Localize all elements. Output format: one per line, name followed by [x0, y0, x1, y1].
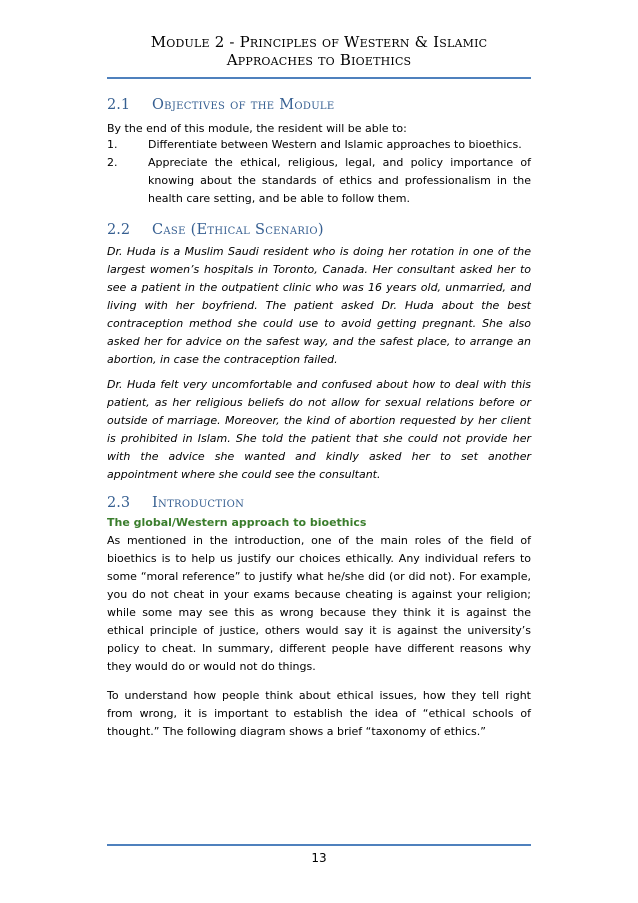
- section-heading-objectives: [107, 97, 334, 113]
- header-rule: [107, 77, 531, 79]
- list-item-number: 1.: [107, 138, 118, 151]
- section-number: 2.1: [107, 97, 131, 113]
- section-title: Introduction: [152, 495, 245, 511]
- page-number: 13: [311, 851, 327, 865]
- section-title: Objectives of the Module: [152, 97, 335, 113]
- section-heading-case: [107, 222, 324, 238]
- header-line-2: Approaches to Bioethics: [226, 51, 412, 69]
- intro-paragraph-2: To understand how people think about ethical issues, how they tell right from wrong, it is important to establish the idea of “ethical schools of thought.” The following diagram shows a brief “taxonomy of ethics.”: [107, 689, 531, 738]
- section-title: Case (Ethical Scenario): [152, 222, 324, 238]
- section-number: 2.2: [107, 222, 131, 238]
- list-item: [107, 154, 531, 208]
- subheading: The global/Western approach to bioethics: [107, 516, 367, 529]
- list-item-number: 2.: [107, 156, 118, 169]
- section-number: 2.3: [107, 495, 131, 511]
- list-item-text: Appreciate the ethical, religious, legal, and policy importance of knowing about the standards of ethics and professionalism in the health care setting, and be able to follow them.: [148, 156, 531, 205]
- list-item: [107, 136, 531, 154]
- footer-rule: [107, 844, 531, 846]
- case-paragraph-2: Dr. Huda felt very uncomfortable and confused about how to deal with this patient, as her religious beliefs do not allow for sexual relations before or outside of marriage. Moreover, the kind of abortion requested by her client is prohibited in Islam. She told the patient that she could not provide her with the advice she wanted and kindly asked her to set another appointment where she could see the consultant.: [107, 378, 531, 481]
- case-paragraph-1: Dr. Huda is a Muslim Saudi resident who is doing her rotation in one of the largest women’s hospitals in Toronto, Canada. Her consultant asked her to see a patient in the outpatient clinic who was 16 years old, unmarried, and living with her boyfriend. The patient asked Dr. Huda about the best contraception method she could use to avoid getting pregnant. She also asked her for advice on the safest way, and the safest place, to arrange an abortion, in case the contraception failed.: [107, 245, 531, 366]
- section-heading-introduction: [107, 495, 244, 511]
- list-item-text: Differentiate between Western and Islamic approaches to bioethics.: [148, 138, 522, 151]
- intro-paragraph-1: As mentioned in the introduction, one of the main roles of the field of bioethics is to help us justify our choices ethically. Any individual refers to some “moral reference” to justify what he/she did (or did not). For example, you do not cheat in your exams because cheating is against your religion; while some may see this as wrong because they think it is against the ethical principle of justice, others would say it is against the university’s policy to cheat. In summary, different people have different reasons why they would do or would not do things.: [107, 534, 531, 673]
- objectives-intro: By the end of this module, the resident will be able to:: [107, 122, 407, 135]
- header-line-1: Module 2 - Principles of Western & Islamic: [150, 33, 488, 51]
